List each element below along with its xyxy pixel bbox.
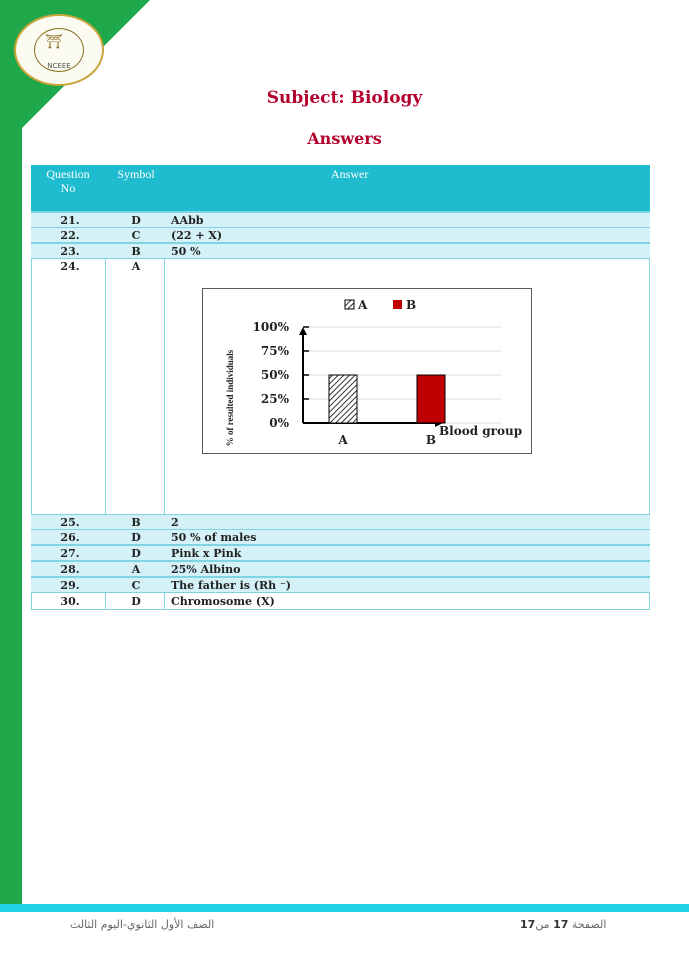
bar-a [329, 375, 357, 423]
subject-title: Subject: Biology [266, 88, 423, 108]
table-row [31, 243, 650, 259]
answer-text: 50 % [171, 245, 201, 258]
question-number: 25. [60, 516, 80, 529]
bar-b [417, 375, 445, 423]
x-axis-label: Blood group [439, 424, 523, 438]
answer-text: AAbb [171, 214, 204, 227]
legend-label-b: B [406, 298, 417, 312]
answer-text: (22 + X) [171, 229, 223, 242]
answer-symbol: B [131, 245, 141, 258]
table-row [31, 212, 650, 228]
x-tick-label-a: A [338, 433, 348, 447]
answer-symbol: A [131, 260, 141, 273]
answer-symbol: C [131, 229, 141, 242]
legend-label-a: A [358, 298, 368, 312]
y-tick-label: 0% [269, 416, 289, 430]
table-row [31, 594, 650, 610]
question-number: 27. [60, 547, 80, 560]
y-tick-label: 100% [252, 320, 289, 334]
nceee-logo [14, 14, 104, 86]
answer-symbol: D [131, 214, 141, 227]
footer-page-label: الصفحة [571, 918, 607, 931]
logo-text: NCEEE [47, 62, 71, 70]
table-row [31, 227, 650, 243]
footer-bar [0, 904, 689, 912]
footer-of-label: من [535, 918, 550, 931]
legend-swatch-a [345, 300, 354, 309]
y-ticks [253, 320, 309, 430]
question-number: 29. [60, 579, 80, 592]
footer-page-current: 17 [553, 918, 569, 931]
table-row [31, 259, 650, 275]
table-row [31, 545, 650, 561]
answer-text: The father is (Rh ⁻) [171, 579, 291, 592]
header-question-label: Question No [46, 167, 90, 195]
chart-svg [203, 289, 531, 453]
y-axis-label: % of resulted individuals [225, 349, 235, 447]
answer-symbol: C [131, 579, 141, 592]
header-answer: Answer [331, 167, 369, 181]
table-row [31, 561, 650, 577]
question-number: 28. [60, 563, 80, 576]
legend-swatch-b [393, 300, 402, 309]
y-tick-label: 50% [260, 368, 289, 382]
answer-text: 25% Albino [171, 563, 241, 576]
answer-text: 2 [171, 516, 179, 529]
table-header [31, 165, 650, 211]
header-question-no [31, 167, 105, 195]
question-number: 24. [60, 260, 80, 273]
answer-text: Pink x Pink [171, 547, 242, 560]
y-tick-label: 25% [260, 392, 289, 406]
question-number: 23. [60, 245, 80, 258]
x-tick-label-b: B [425, 433, 437, 447]
answer-symbol: D [131, 595, 141, 608]
logo-emblem-icon: ⛩ [45, 34, 63, 50]
question-number: 30. [60, 595, 80, 608]
table-row [31, 514, 650, 530]
answer-text: 50 % of males [171, 531, 257, 544]
blood-group-chart [202, 288, 532, 454]
table-row [31, 577, 650, 593]
footer-page-number [520, 918, 606, 931]
answer-symbol: D [131, 547, 141, 560]
answer-symbol: D [131, 531, 141, 544]
y-tick-label: 75% [260, 344, 289, 358]
answer-text: Chromosome (X) [171, 595, 275, 608]
question-number: 22. [60, 229, 80, 242]
y-axis-arrow [299, 327, 307, 335]
answer-symbol: B [131, 516, 141, 529]
footer-page-total: 17 [520, 918, 536, 931]
answers-heading: Answers [307, 129, 382, 148]
answer-symbol: A [131, 563, 141, 576]
header-symbol: Symbol [117, 167, 155, 181]
question-number: 26. [60, 531, 80, 544]
question-number: 21. [60, 214, 80, 227]
footer-grade-text: الصف الأول الثانوي-اليوم الثالث [70, 918, 215, 931]
table-row [31, 529, 650, 545]
